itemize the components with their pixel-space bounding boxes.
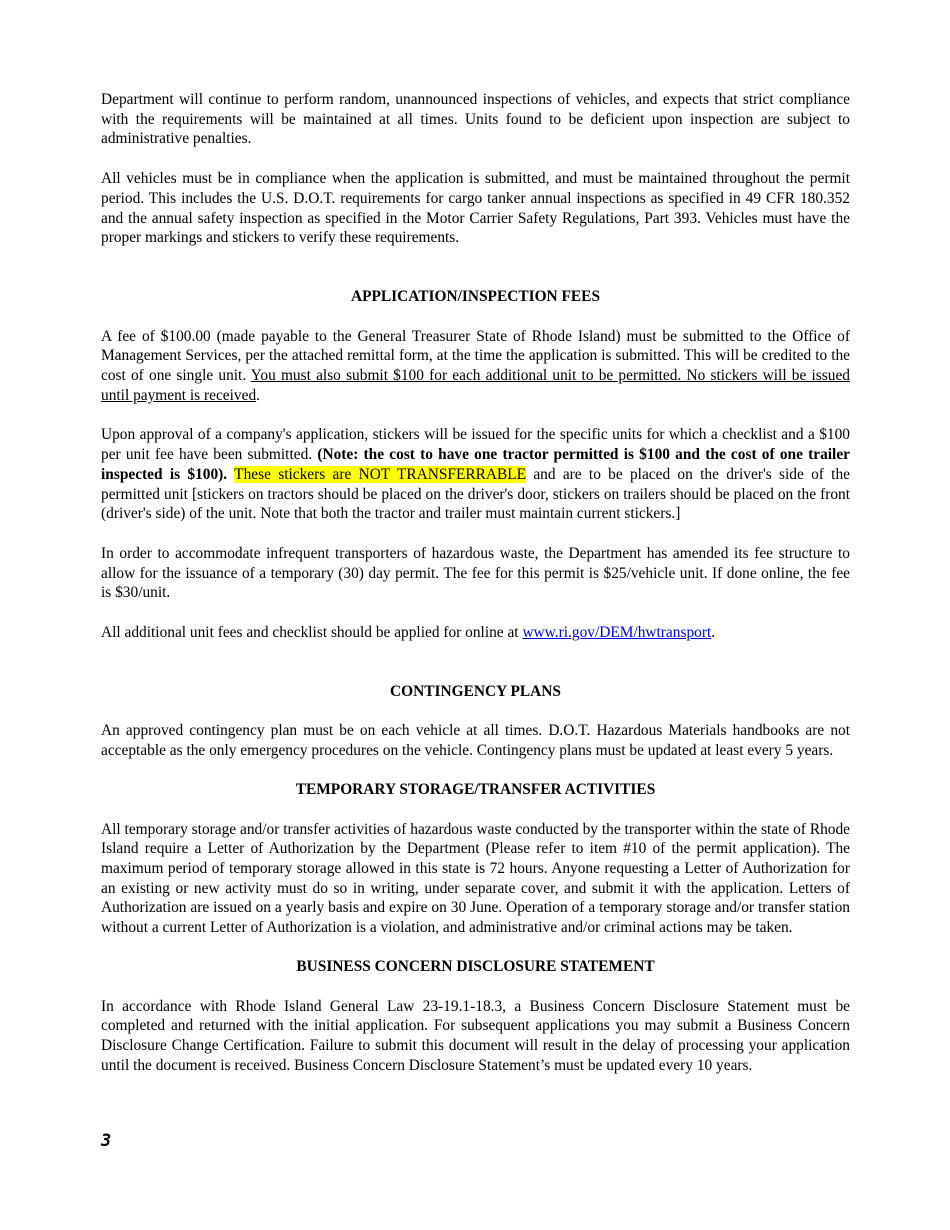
fees-paragraph-fee-end: . (256, 386, 260, 404)
fees-stickers-highlight: These stickers are NOT TRANSFERRABLE (234, 465, 527, 483)
document-page (101, 90, 850, 1075)
fees-stickers-rest: and are to be placed on the driver's side of the permitted unit [stickers on tractors should be placed on the driver's door, stickers on trailers should be placed on the front (driver's side) of the unit. Note that both the tractor and trailer must maintain current stickers.] (101, 465, 850, 523)
contingency-paragraph: An approved contingency plan must be on each vehicle at all times. D.O.T. Hazardous Materials handbooks are not acceptable as the only emergency procedures on the vehicle. Contingency plans must be updated at least every 5 years. (101, 722, 850, 760)
fees-online-text: All additional unit fees and checklist should be applied for online at (101, 624, 523, 642)
contingency-heading: CONTINGENCY PLANS (390, 682, 561, 700)
storage-heading: TEMPORARY STORAGE/TRANSFER ACTIVITIES (295, 780, 656, 798)
fees-paragraph-stickers (101, 425, 850, 524)
fees-heading: APPLICATION/INSPECTION FEES (351, 287, 600, 305)
storage-paragraph: All temporary storage and/or transfer activities of hazardous waste conducted by the transporter within the state of Rhode Island require a Letter of Authorization by the Department (Please refer to item #10 of the permit application). The maximum period of temporary storage allowed in this state is 72 hours. Anyone requesting a Letter of Authorization for an existing or new activity must do so in writing, under separate cover, and submit it with the application. Letters of Authorization are issued on a yearly basis and expire on 30 June. Operation of a temporary storage and/or transfer station without a current Letter of Authorization is a violation, and administrative and/or criminal actions may be taken. (101, 820, 850, 937)
fees-paragraph-fee (101, 327, 850, 406)
fees-paragraph-fee-underlined: You must also submit $100 for each additional unit to be permitted. No stickers will be issued until payment is received (101, 367, 850, 404)
disclosure-heading: BUSINESS CONCERN DISCLOSURE STATEMENT (296, 957, 655, 975)
fees-online-end: . (711, 624, 716, 642)
intro-paragraph-inspections: Department will continue to perform random, unannounced inspections of vehicles, and expects that strict compliance with the requirements will be maintained at all times. Units found to be deficient upon inspection are subject to administrative penalties. (101, 91, 850, 148)
fees-stickers-note: (Note: the cost to have one tractor permitted is $100 and the cost of one trailer inspected is $100). (101, 446, 850, 483)
page-number: 3 (101, 1131, 112, 1151)
intro-paragraph-compliance: All vehicles must be in compliance when the application is submitted, and must be maintained throughout the permit period. This includes the U.S. D.O.T. requirements for cargo tanker annual inspections as specified in 49 CFR 180.352 and the annual safety inspection as specified in the Motor Carrier Safety Regulations, Part 393. Vehicles must have the proper markings and stickers to verify these requirements. (101, 170, 850, 247)
hwtransport-link[interactable]: www.ri.gov/DEM/hwtransport (522, 624, 712, 642)
fees-paragraph-fee-text: A fee of $100.00 (made payable to the General Treasurer State of Rhode Island) must be submitted to the Office of Management Services, per the attached remittal form, at the time the application is submitted. This will be credited to the cost of one single unit. (101, 327, 850, 385)
fees-paragraph-temporary: In order to accommodate infrequent transporters of hazardous waste, the Department has amended its fee structure to allow for the issuance of a temporary (30) day permit. The fee for this permit is $25/vehicle unit. If done online, the fee is $30/unit. (101, 544, 850, 602)
fees-stickers-text: Upon approval of a company's application, stickers will be issued for the specific units for which a checklist and a $100 per unit fee have been submitted. (101, 426, 850, 464)
fees-paragraph-online (101, 623, 850, 643)
disclosure-paragraph: In accordance with Rhode Island General Law 23-19.1-18.3, a Business Concern Disclosure Statement must be completed and returned with the initial application. For subsequent applications you may submit a Business Concern Disclosure Change Certification. Failure to submit this document will result in the delay of processing your application until the document is received. Business Concern Disclosure Statement’s must be updated every 10 years. (101, 997, 850, 1074)
